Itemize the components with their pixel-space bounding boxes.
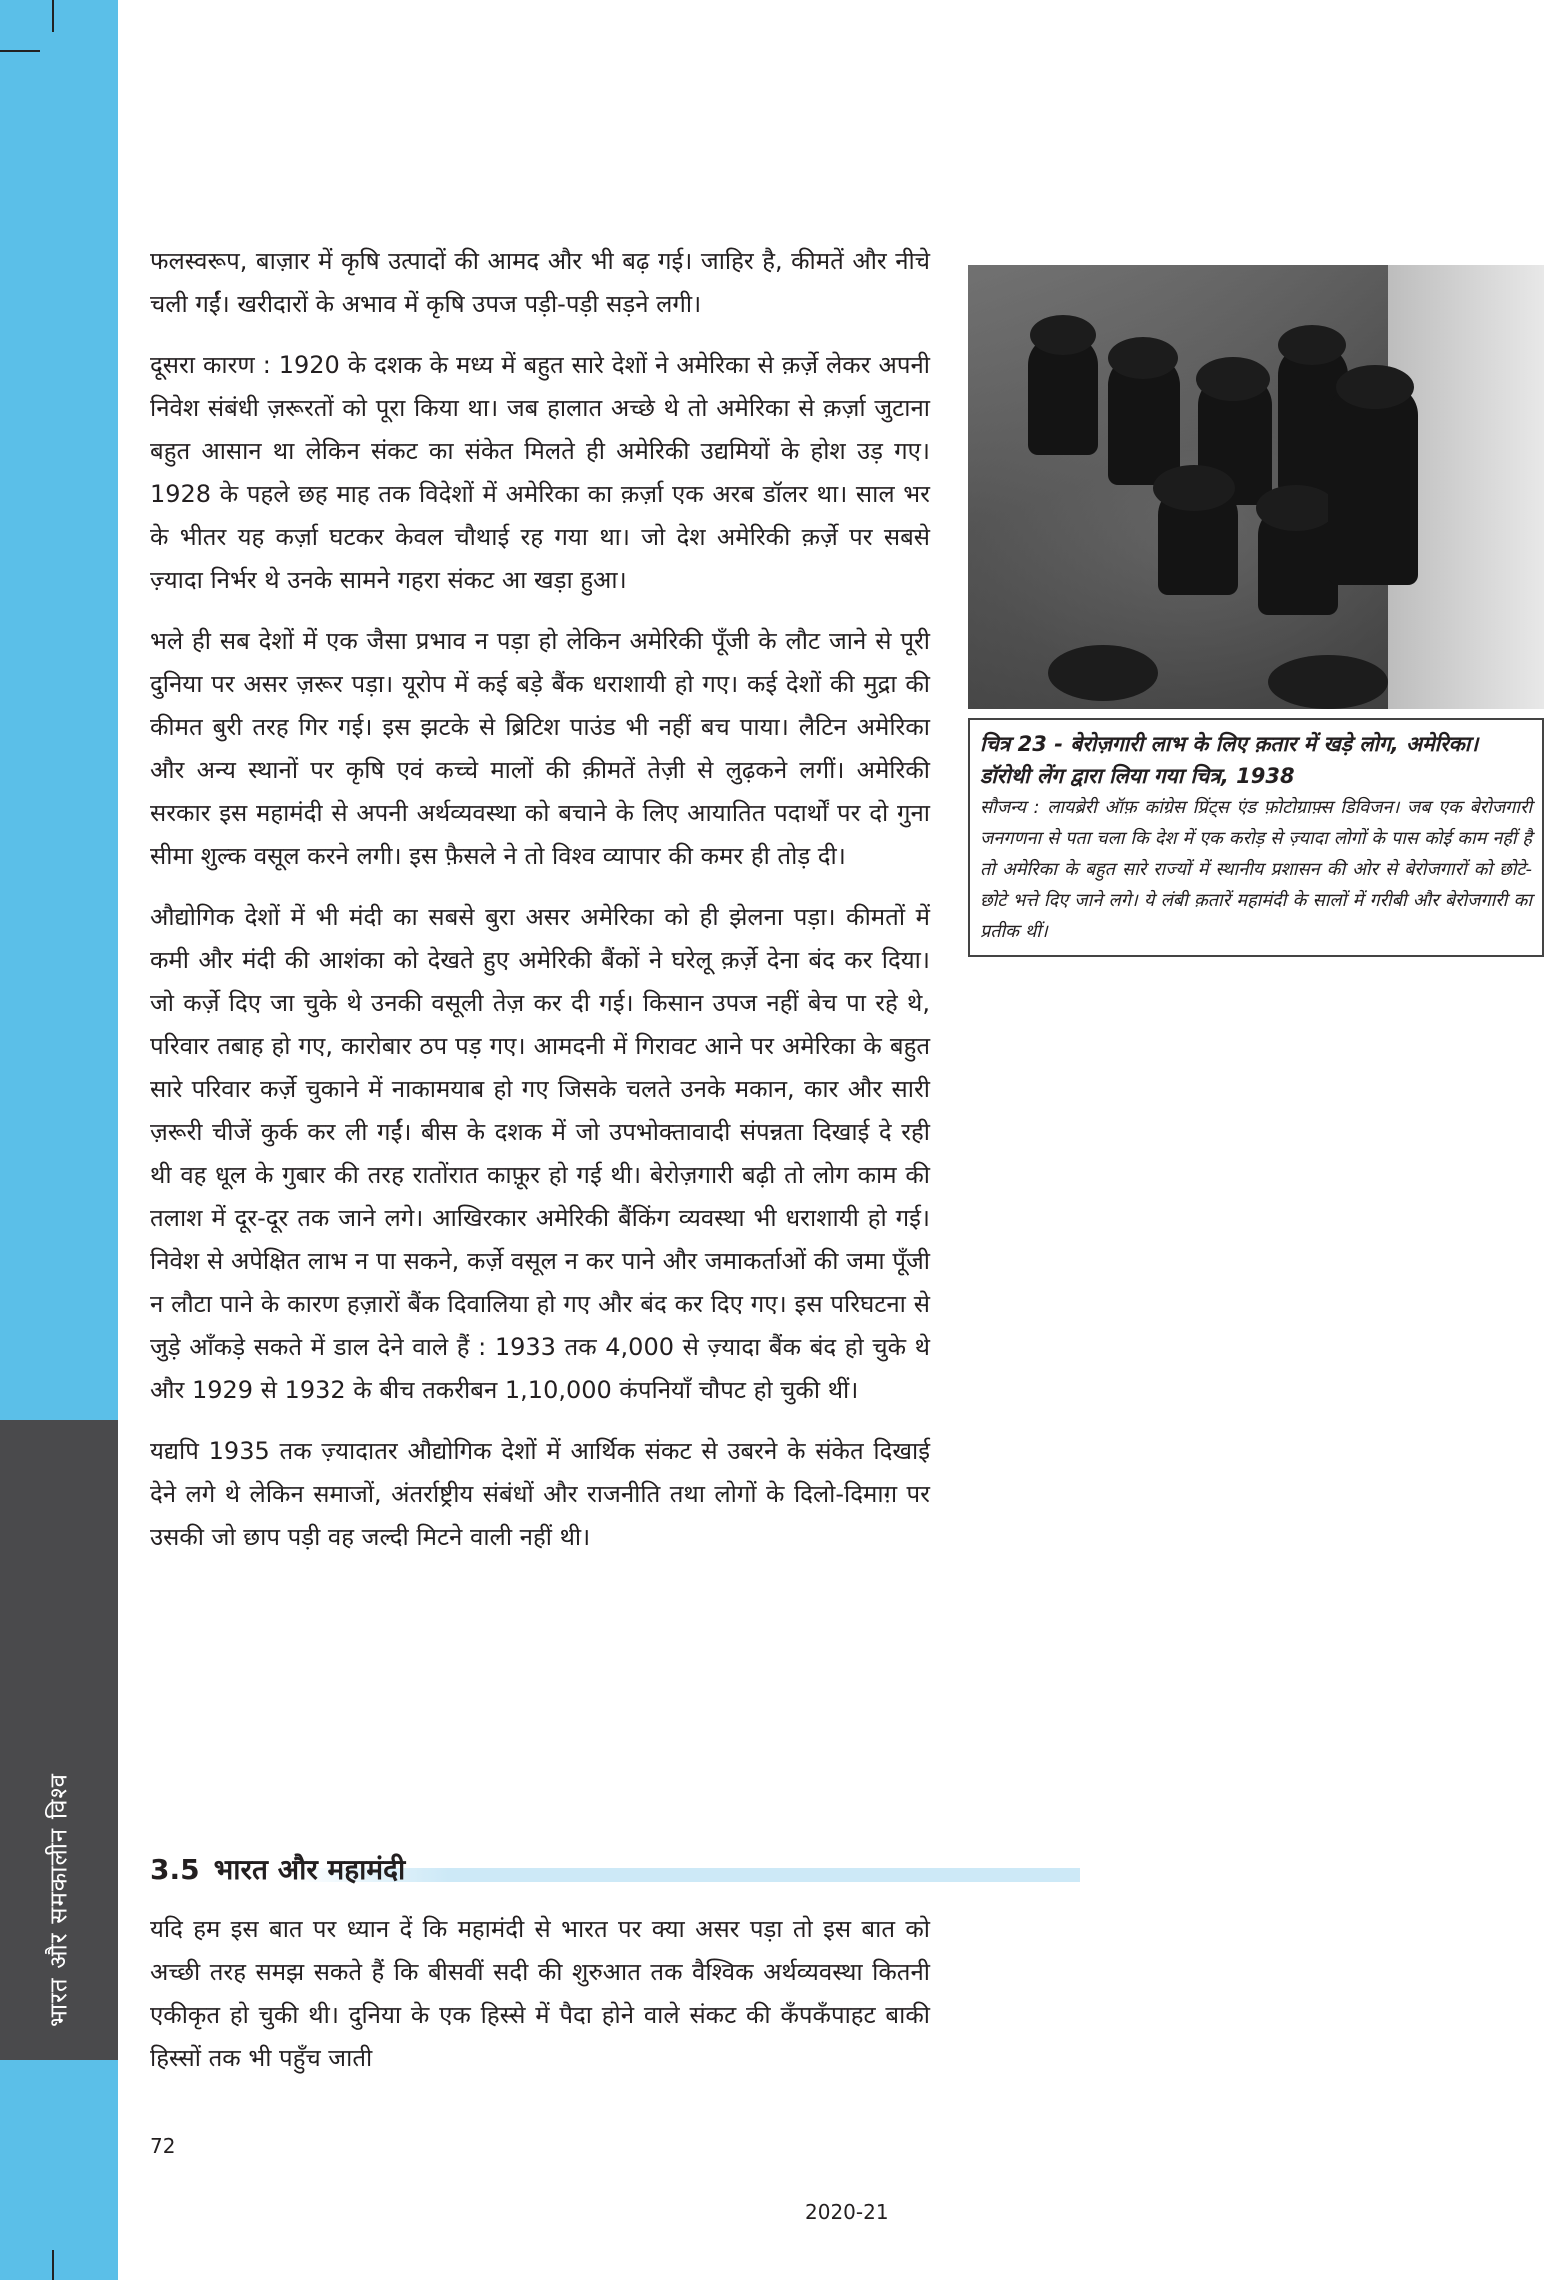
sidebar-accent-bottom: [0, 2060, 118, 2280]
section-title: भारत और महामंदी: [213, 1853, 406, 1886]
book-title-vertical: भारत और समकालीन विश्व: [44, 1773, 73, 2027]
paragraph: यदि हम इस बात पर ध्यान दें कि महामंदी से भारत पर क्या असर पड़ा तो इस बात को अच्छी तरह समझ सकते हैं कि बीसवीं सदी की शुरुआत तक वैश्विक अर्थव्यवस्था कितनी एकीकृत हो चुकी थी। दुनिया के एक हिस्से में पैदा होने वाले संकट की कँपकँपाहट बाकी हिस्सों तक भी पहुँच जाती: [150, 1915, 930, 2072]
section-number: 3.5: [150, 1853, 200, 1886]
paragraph: औद्योगिक देशों में भी मंदी का सबसे बुरा असर अमेरिका को ही झेलना पड़ा। कीमतों में कमी और मंदी की आशंका को देखते हुए अमेरिकी बैंकों ने घरेलू क़र्ज़े देना बंद कर दिया। जो कर्ज़े दिए जा चुके थे उनकी वसूली तेज़ कर दी गई। किसान उपज नहीं बेच पा रहे थे, परिवार तबाह हो गए, कारोबार ठप पड़ गए। आमदनी में गिरावट आने पर अमेरिका के बहुत सारे परिवार कर्ज़े चुकाने में नाकामयाब हो गए जिसके चलते उनके मकान, कार और सारी ज़रूरी चीजें कुर्क कर ली गईं। बीस के दशक में जो उपभोक्तावादी संपन्नता दिखाई दे रही थी वह धूल के गुबार की तरह रातोंरात काफ़ूर हो गई थी। बेरोज़गारी बढ़ी तो लोग काम की तलाश में दूर-दूर तक जाने लगे। आखिरकार अमेरिकी बैंकिंग व्यवस्था भी धराशायी हो गई। निवेश से अपेक्षित लाभ न पा सकने, कर्ज़े वसूल न कर पाने और जमाकर्ताओं की जमा पूँजी न लौटा पाने के कारण हज़ारों बैंक दिवालिया हो गए और बंद कर दिए गए। इस परिघटना से जुड़े आँकड़े सकते में डाल देने वाले हैं : 1933 तक 4,000 से ज़्यादा बैंक बंद हो चुके थे और 1929 से 1932 के बीच तकरीबन 1,10,000 कंपनियाँ चौपट हो चुकी थीं।: [150, 903, 930, 1404]
caption-body: सौजन्य : लायब्रेरी ऑफ़ कांग्रेस प्रिंट्स एंड फ़ोटोग्राफ़्स डिविजन। जब एक बेरोजगारी जनगणना से पता चला कि देश में एक करोड़ से ज़्यादा लोगों के पास कोई काम नहीं है तो अमेरिका के बहुत सारे राज्यों में स्थानीय प्रशासन की ओर से बेरोजगारों को छोटे-छोटे भत्ते दिए जाने लगे। ये लंबी क़तारें महामंदी के सालों में गरीबी और बेरोजगारी का प्रतीक थीं।: [980, 797, 1532, 942]
page-number: 72: [150, 2134, 176, 2158]
figure-caption: [968, 718, 1544, 957]
crop-mark: [52, 0, 54, 32]
paragraph: फलस्वरूप, बाज़ार में कृषि उत्पादों की आमद और भी बढ़ गई। जाहिर है, कीमतें और नीचे चली गईं। खरीदारों के अभाव में कृषि उपज पड़ी-पड़ी सड़ने लगी।: [150, 247, 930, 318]
crop-mark: [52, 2250, 54, 2280]
breadline-photo: [968, 265, 1544, 709]
caption-title: चित्र 23 - बेरोज़गारी लाभ के लिए क़तार में खड़े लोग, अमेरिका। डॉरोथी लेंग द्वारा लिया गया चित्र, 1938: [980, 732, 1479, 788]
main-text-column: [150, 240, 930, 1577]
section-text-column: [150, 1908, 930, 2098]
crop-mark: [0, 50, 40, 52]
edition-year: 2020-21: [805, 2200, 889, 2224]
paragraph: भले ही सब देशों में एक जैसा प्रभाव न पड़ा हो लेकिन अमेरिकी पूँजी के लौट जाने से पूरी दुनिया पर असर ज़रूर पड़ा। यूरोप में कई बड़े बैंक धराशायी हो गए। कई देशों की मुद्रा की कीमत बुरी तरह गिर गई। इस झटके से ब्रिटिश पाउंड भी नहीं बच पाया। लैटिन अमेरिका और अन्य स्थानों पर कृषि एवं कच्चे मालों की क़ीमतें तेज़ी से लुढ़कने लगीं। अमेरिकी सरकार इस महामंदी से अपनी अर्थव्यवस्था को बचाने के लिए आयातित पदार्थों पर दो गुना सीमा शुल्क वसूल करने लगी। इस फ़ैसले ने तो विश्व व्यापार की कमर ही तोड़ दी।: [150, 627, 930, 870]
paragraph: दूसरा कारण : 1920 के दशक के मध्य में बहुत सारे देशों ने अमेरिका से क़र्ज़े लेकर अपनी निवेश संबंधी ज़रूरतों को पूरा किया था। जब हालात अच्छे थे तो अमेरिका से क़र्ज़ा जुटाना बहुत आसान था लेकिन संकट का संकेत मिलते ही अमेरिकी उद्यमियों के होश उड़ गए। 1928 के पहले छह माह तक विदेशों में अमेरिका का क़र्ज़ा एक अरब डॉलर था। साल भर के भीतर यह कर्ज़ा घटकर केवल चौथाई रह गया था। जो देश अमेरिकी क़र्ज़े पर सबसे ज़्यादा निर्भर थे उनके सामने गहरा संकट आ खड़ा हुआ।: [150, 351, 930, 594]
sidebar-accent-top: [0, 0, 118, 1420]
section-heading: [150, 1848, 930, 1892]
paragraph: यद्यपि 1935 तक ज़्यादातर औद्योगिक देशों में आर्थिक संकट से उबरने के संकेत दिखाई देने लगे थे लेकिन समाजों, अंतर्राष्ट्रीय संबंधों और राजनीति तथा लोगों के दिलो-दिमाग़ पर उसकी जो छाप पड़ी वह जल्दी मिटने वाली नहीं थी।: [150, 1437, 930, 1551]
